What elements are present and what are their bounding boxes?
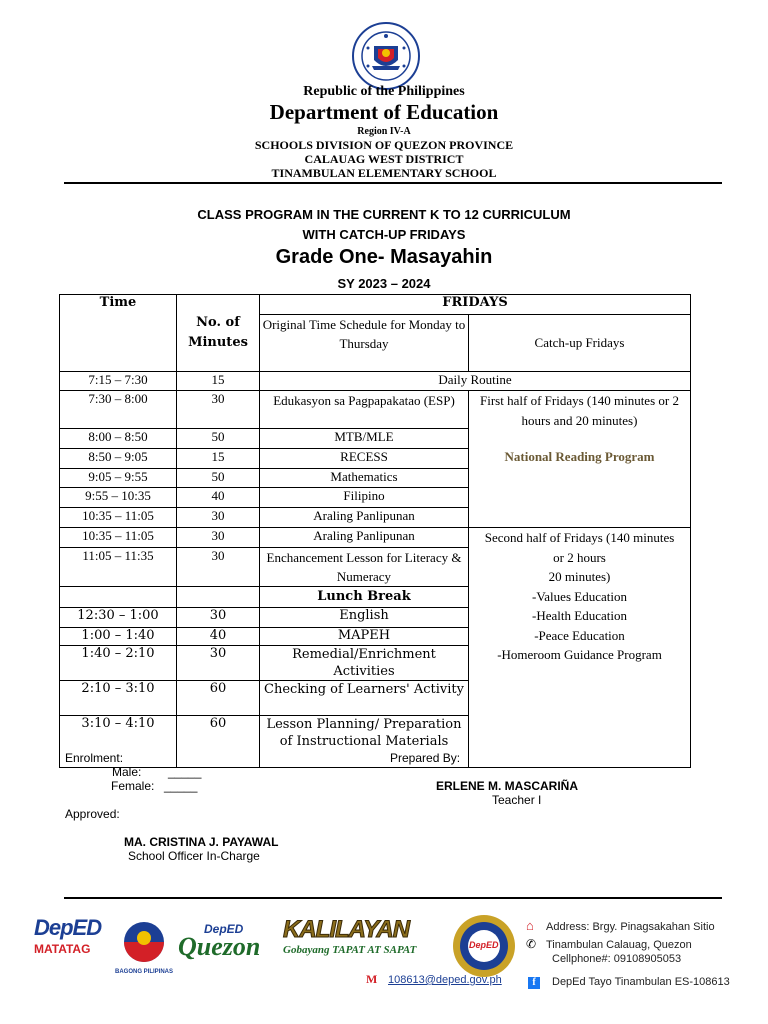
gmail-icon: M (366, 972, 378, 986)
header-minutes: No. of Minutes (177, 295, 260, 372)
row-subject: Checking of Learners' Activity (260, 681, 469, 716)
department-title: Department of Education (269, 100, 499, 124)
row-subject: Mathematics (260, 469, 469, 488)
facebook-icon: f (528, 977, 540, 989)
row-subject: RECESS (260, 449, 469, 469)
division-text: SCHOOLS DIVISION OF QUEZON PROVINCE (254, 138, 514, 152)
row-subject: Remedial/Enrichment Activities (260, 646, 469, 681)
class-program-table (59, 294, 691, 768)
friday-first-half-text: First half of Fridays (140 minutes or 2 hours and 20 minutes) (480, 393, 679, 428)
email-link[interactable]: 108613@deped.gov.ph (388, 974, 502, 986)
header-time: Time (60, 295, 177, 372)
republic-text: Republic of the Philippines (303, 84, 465, 99)
male-count-blank: _____ (168, 765, 202, 779)
phone-icon: ✆ (526, 937, 537, 951)
approver-name: MA. CRISTINA J. PAYAWAL (124, 835, 279, 849)
footer-divider (64, 897, 722, 899)
header-fridays: FRIDAYS (260, 295, 691, 315)
header-catchup-fridays: Catch-up Fridays (469, 315, 691, 372)
row-time: 8:00 – 8:50 (60, 429, 177, 449)
female-count-blank: _____ (164, 779, 198, 793)
address-text: Address: Brgy. Pinagsakahan Sitio (546, 921, 715, 933)
row-minutes: 60 (177, 681, 260, 716)
row-subject: MAPEH (260, 628, 469, 646)
friday-second-half-text: Second half of Fridays (140 minutes or 2 hours (484, 530, 675, 565)
row-minutes: 30 (177, 508, 260, 528)
female-label: Female: (111, 779, 155, 793)
row-minutes: 60 (177, 716, 260, 768)
friday-second-half (469, 528, 691, 768)
row-subject: Lesson Planning/ Preparation of Instructional Materials (260, 716, 469, 768)
row-time: 9:55 – 10:35 (60, 488, 177, 508)
friday-second-half-duration: 20 minutes) (548, 569, 611, 584)
row-minutes: 15 (177, 449, 260, 469)
matatag-logo-text: MATATAG (34, 942, 91, 956)
row-time: 8:50 – 9:05 (60, 449, 177, 469)
friday-item: -Peace Education (534, 627, 625, 643)
row-subject: Filipino (260, 488, 469, 508)
row-time: 10:35 – 11:05 (60, 528, 177, 548)
school-name: TINAMBULAN ELEMENTARY SCHOOL (271, 166, 497, 180)
approved-label: Approved: (65, 807, 120, 821)
region-text: Region IV-A (357, 126, 411, 137)
kalilayan-tagline: Gobayang TAPAT AT SAPAT (283, 944, 417, 956)
row-minutes: 30 (177, 391, 260, 429)
program-subtitle: WITH CATCH-UP FRIDAYS (302, 227, 466, 242)
prepared-by-label: Prepared By: (390, 751, 461, 765)
cellphone-text: Cellphone#: 09108905053 (552, 953, 682, 965)
row-time: 9:05 – 9:55 (60, 469, 177, 488)
school-seal-text: DepED (469, 940, 499, 950)
facebook-text[interactable]: DepEd Tayo Tinambulan ES-108613 (552, 976, 730, 988)
row-time: 3:10 – 4:10 (60, 716, 177, 768)
row-minutes: 40 (177, 488, 260, 508)
kalilayan-logo-text: KALILAYAN (283, 916, 410, 943)
bagong-pilipinas-logo (112, 920, 176, 974)
row-minutes: 30 (177, 548, 260, 587)
row-minutes: 40 (177, 628, 260, 646)
friday-item: -Homeroom Guidance Program (497, 647, 662, 662)
row-subject: Araling Panlipunan (260, 508, 469, 528)
deped-logo-text: DepED (34, 915, 102, 940)
facebook-row (528, 972, 730, 990)
row-subject: Edukasyon sa Pagpapakatao (ESP) (260, 391, 469, 429)
row-time: 2:10 – 3:10 (60, 681, 177, 716)
program-title: CLASS PROGRAM IN THE CURRENT K TO 12 CURRICULUM (197, 207, 571, 222)
friday-item: -Health Education (532, 608, 627, 623)
bagong-pilipinas-text: BAGONG PILIPINAS (114, 969, 173, 975)
row-minutes: 50 (177, 429, 260, 449)
address-row-2 (526, 935, 692, 953)
district-text: CALAUAG WEST DISTRICT (304, 152, 464, 166)
row-time: 11:05 – 11:35 (60, 548, 177, 587)
friday-first-half (469, 391, 691, 528)
national-reading-program: National Reading Program (504, 449, 655, 464)
row-minutes: 30 (177, 608, 260, 628)
row-subject: Araling Panlipunan (260, 528, 469, 548)
lunch-break: Lunch Break (260, 587, 469, 608)
header-divider (64, 182, 722, 184)
row-time: 7:15 – 7:30 (60, 372, 177, 391)
row-time: 1:40 – 2:10 (60, 646, 177, 681)
row-subject: Enchancement Lesson for Literacy & Numeracy (260, 548, 469, 587)
row-minutes: 30 (177, 528, 260, 548)
male-label: Male: (112, 765, 142, 779)
row-subject: English (260, 608, 469, 628)
home-icon: ⌂ (526, 918, 534, 933)
daily-routine: Daily Routine (260, 372, 691, 391)
address-row (526, 917, 715, 935)
row-time: 1:00 – 1:40 (60, 628, 177, 646)
preparer-name: ERLENE M. MASCARIÑA (436, 779, 579, 793)
friday-item: -Values Education (532, 588, 627, 604)
address-text-2: Tinambulan Calauag, Quezon (546, 939, 692, 951)
row-minutes-empty (177, 587, 260, 608)
deped-quezon-logo (174, 922, 274, 968)
row-subject: MTB/MLE (260, 429, 469, 449)
row-time: 10:35 – 11:05 (60, 508, 177, 528)
row-time-empty (60, 587, 177, 608)
school-year: SY 2023 – 2024 (337, 276, 431, 291)
row-minutes: 30 (177, 646, 260, 681)
row-time: 12:30 – 1:00 (60, 608, 177, 628)
row-minutes: 15 (177, 372, 260, 391)
row-minutes: 50 (177, 469, 260, 488)
deped-matatag-logo (34, 915, 104, 967)
email-row (366, 970, 502, 988)
row-time: 7:30 – 8:00 (60, 391, 177, 429)
quezon-logo-text: Quezon (178, 932, 261, 961)
kalilayan-logo (283, 916, 433, 968)
deped-seal-logo (352, 22, 420, 90)
bagong-pilipinas-emblem-icon (112, 920, 176, 964)
approver-role: School Officer In-Charge (128, 849, 260, 863)
enrolment-label: Enrolment: (65, 751, 124, 765)
header-original-schedule: Original Time Schedule for Monday to Thursday (260, 315, 469, 372)
preparer-role: Teacher I (492, 793, 542, 807)
grade-section: Grade One- Masayahin (275, 246, 493, 268)
deped-quezon-small: DepED (204, 922, 244, 936)
